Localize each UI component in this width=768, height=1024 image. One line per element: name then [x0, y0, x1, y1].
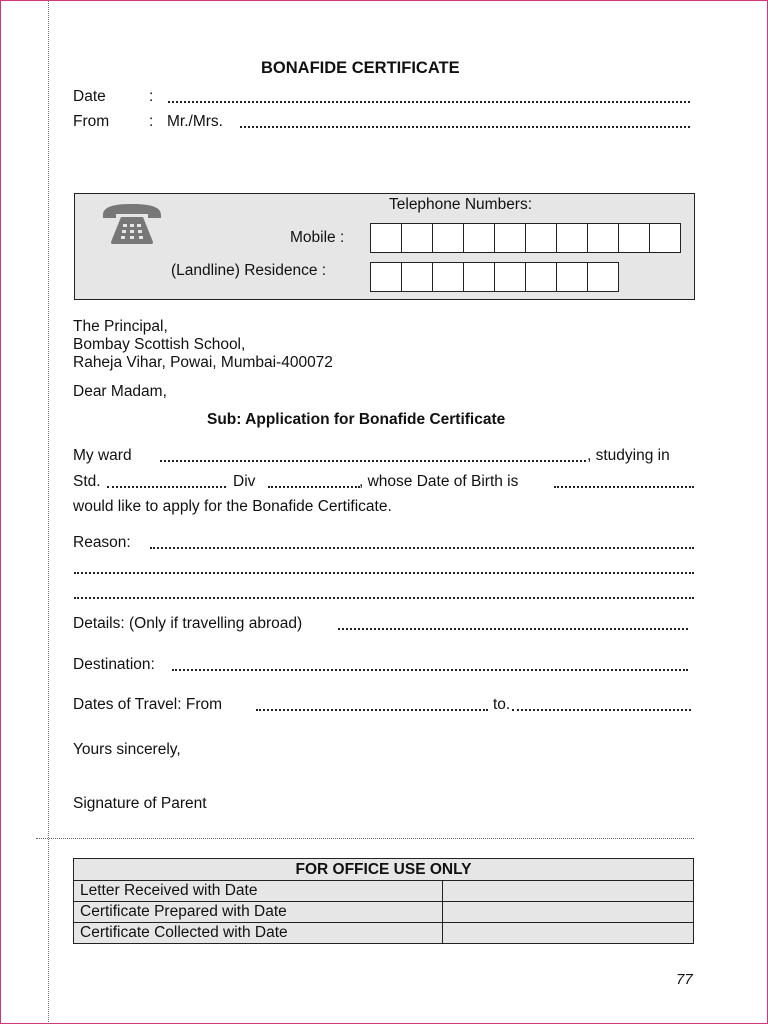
mobile-digit-box[interactable] [587, 223, 619, 253]
reason-field-line-3[interactable] [74, 597, 694, 599]
office-row-label: Certificate Prepared with Date [74, 902, 443, 923]
mobile-number-boxes [370, 223, 680, 253]
date-field[interactable] [168, 101, 690, 103]
cut-line [36, 838, 694, 839]
dob-field[interactable] [554, 486, 694, 488]
addressee-line-1: The Principal, [73, 318, 168, 335]
from-label: From [73, 113, 110, 130]
dob-label: , whose Date of Birth is [359, 473, 519, 490]
travel-to-field[interactable] [512, 709, 691, 711]
landline-digit-box[interactable] [525, 262, 557, 292]
my-ward-label: My ward [73, 447, 132, 464]
binding-margin-line [48, 0, 49, 1024]
landline-label: (Landline) Residence : [171, 262, 327, 279]
destination-field[interactable] [172, 669, 688, 671]
landline-digit-box[interactable] [463, 262, 495, 292]
telephone-heading: Telephone Numbers: [389, 196, 533, 213]
date-colon: : [149, 88, 154, 105]
apply-sentence: would like to apply for the Bonafide Certificate. [73, 498, 392, 515]
from-colon: : [149, 113, 154, 130]
mobile-digit-box[interactable] [556, 223, 588, 253]
telephone-icon [101, 203, 163, 245]
salutation: Dear Madam, [73, 383, 167, 400]
office-row-value[interactable] [443, 923, 694, 944]
mobile-digit-box[interactable] [432, 223, 464, 253]
travel-to-label: to. [493, 696, 511, 713]
mobile-digit-box[interactable] [649, 223, 681, 253]
travel-from-label: Dates of Travel: From [73, 696, 223, 713]
std-field[interactable] [107, 486, 226, 488]
landline-digit-box[interactable] [401, 262, 433, 292]
from-name-field[interactable] [240, 126, 690, 128]
table-row [74, 881, 694, 902]
subject-line: Sub: Application for Bonafide Certificate [207, 411, 506, 428]
mobile-digit-box[interactable] [401, 223, 433, 253]
page-number: 77 [676, 971, 693, 988]
office-row-label: Letter Received with Date [74, 881, 443, 902]
telephone-box [74, 193, 695, 300]
mobile-digit-box[interactable] [463, 223, 495, 253]
landline-number-boxes [370, 262, 618, 292]
reason-label: Reason: [73, 534, 131, 551]
addressee-line-3: Raheja Vihar, Powai, Mumbai-400072 [73, 354, 333, 371]
landline-digit-box[interactable] [587, 262, 619, 292]
mobile-digit-box[interactable] [525, 223, 557, 253]
table-row [74, 902, 694, 923]
closing: Yours sincerely, [73, 741, 181, 758]
office-use-table [73, 858, 694, 944]
office-row-value[interactable] [443, 902, 694, 923]
details-field[interactable] [338, 628, 688, 630]
studying-in-label: , studying in [587, 447, 670, 464]
travel-from-field[interactable] [256, 709, 488, 711]
ward-name-field[interactable] [160, 460, 586, 462]
landline-digit-box[interactable] [494, 262, 526, 292]
mobile-digit-box[interactable] [618, 223, 650, 253]
std-label: Std. [73, 473, 101, 490]
office-row-label: Certificate Collected with Date [74, 923, 443, 944]
landline-digit-box[interactable] [370, 262, 402, 292]
reason-field-line-1[interactable] [150, 547, 694, 549]
date-label: Date [73, 88, 106, 105]
mobile-digit-box[interactable] [494, 223, 526, 253]
addressee-line-2: Bombay Scottish School, [73, 336, 246, 353]
mobile-label: Mobile : [290, 229, 345, 246]
details-label: Details: (Only if travelling abroad) [73, 615, 303, 632]
office-use-heading: FOR OFFICE USE ONLY [74, 859, 694, 881]
certificate-title: BONAFIDE CERTIFICATE [261, 59, 460, 77]
table-row [74, 923, 694, 944]
mobile-digit-box[interactable] [370, 223, 402, 253]
landline-digit-box[interactable] [432, 262, 464, 292]
office-row-value[interactable] [443, 881, 694, 902]
destination-label: Destination: [73, 656, 155, 673]
signature-label: Signature of Parent [73, 795, 207, 812]
reason-field-line-2[interactable] [74, 572, 694, 574]
div-label: Div [233, 473, 256, 490]
landline-digit-box[interactable] [556, 262, 588, 292]
div-field[interactable] [268, 486, 360, 488]
from-prefix: Mr./Mrs. [167, 113, 223, 130]
